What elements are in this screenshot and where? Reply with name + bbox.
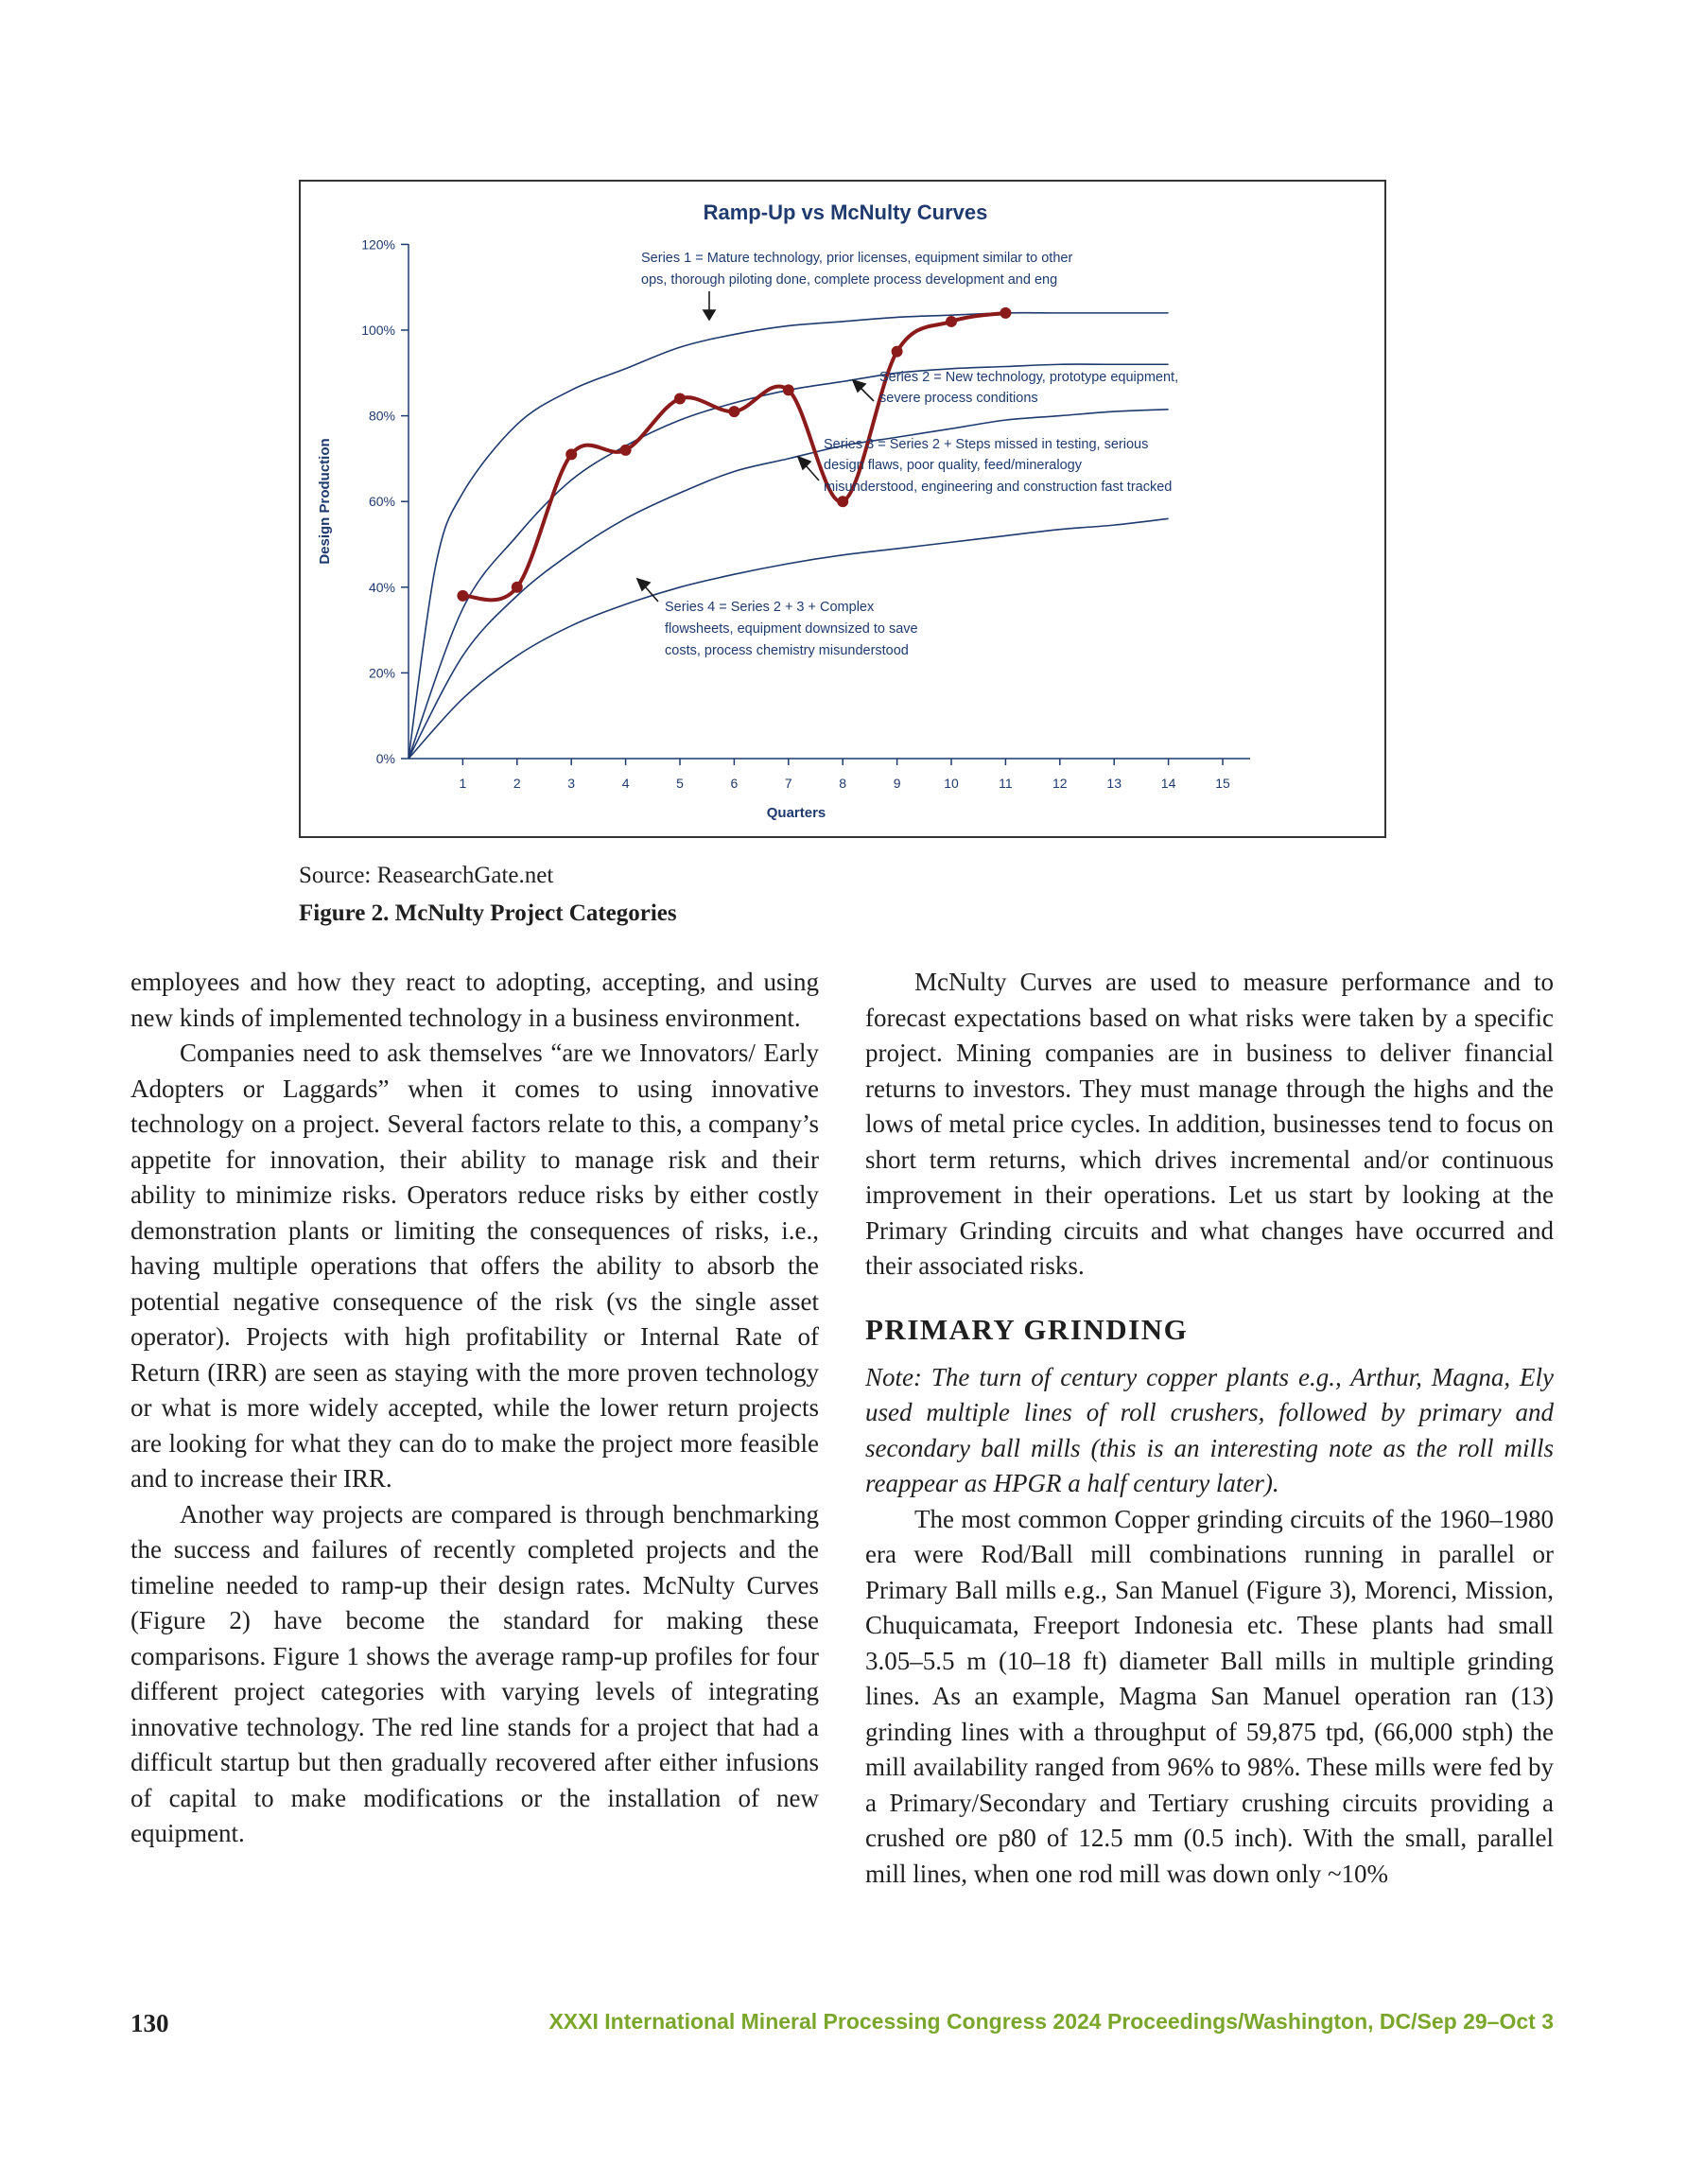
x-tick-label: 12 <box>1052 776 1068 791</box>
series-line-2 <box>409 364 1169 759</box>
paragraph: Companies need to ask themselves “are we Innovators/ Early Adopters or Laggards” when it comes to using innovative technology on a project. Several factors relate to this, a company’s appetite for innovation, their ability to manage risk and their ability to minimize risks. Operators reduce risks by either costly demonstration plants or limiting the consequences of risks, i.e., having multiple operations that offers the ability to absorb the potential negative consequence of the risk (vs the single asset operator). Projects with high profitability or Internal Rate of Return (IRR) are seen as staying with the more proven technology or what is more widely accepted, while the lower return projects are looking for what they can do to make the project more feasible and to increase their IRR. <box>130 1039 819 1493</box>
x-tick-label: 3 <box>567 776 576 791</box>
paragraph: The most common Copper grinding circuits of the 1960–1980 era were Rod/Ball mill combinations running in parallel or Primary Ball mills e.g., San Manuel (Figure 3), Morenci, Mission, Chuquicamata, Freeport Indonesia etc. These plants had small 3.05–5.5 m (10–18 ft) diameter Ball mills in multiple grinding lines. As an example, Magma San Manuel operation ran (13) grinding lines with a throughput of 59,875 tpd, (66,000 stph) the mill availability ranged from 96% to 98%. These mills were fed by a Primary/Secondary and Tertiary crushing circuits providing a crushed ore p80 of 12.5 mm (0.5 inch). With the small, parallel mill lines, when one rod mill was down only ~10% <box>865 1504 1554 1888</box>
paragraph: Another way projects are compared is through benchmarking the success and failures of recently completed projects and the timeline needed to ramp-up their design rates. McNulty Curves (Figure 2) have become the standard for making these comparisons. Figure 1 shows the average ramp-up profiles for four different project categories with varying levels of integrating innovative technology. The red line stands for a project that had a difficult startup but then gradually recovered after either infusions of capital to make modifications or the installation of new equipment. <box>130 1499 819 1847</box>
x-tick-label: 13 <box>1106 776 1122 791</box>
y-tick-label: 60% <box>368 494 395 510</box>
y-tick-label: 80% <box>368 408 395 424</box>
annotation-series-3: Series 3 = Series 2 + Steps missed in testing, serious design flaws, poor quality, feed/mineralogy misunderstood, engineering and construction fast tracked <box>824 437 1173 495</box>
figure-frame <box>299 180 1386 838</box>
data-point <box>512 582 523 593</box>
annotation-series-2: Series 2 = New technology, prototype equipment, severe process conditions <box>879 370 1179 406</box>
chart <box>301 182 1384 836</box>
annotation-series-4: Series 4 = Series 2 + 3 + Complex flowsheets, equipment downsized to save costs, process chemistry misunderstood <box>665 600 918 658</box>
section-heading: PRIMARY GRINDING <box>865 1312 1189 1346</box>
y-axis-label: Design Production <box>317 438 333 565</box>
x-axis-label: Quarters <box>766 805 826 821</box>
x-tick-label: 10 <box>944 776 959 791</box>
data-point <box>837 496 848 507</box>
x-tick-label: 1 <box>459 776 467 791</box>
data-point <box>565 448 577 460</box>
data-point <box>674 393 686 404</box>
x-tick-label: 8 <box>839 776 847 791</box>
y-tick-label: 20% <box>368 665 395 681</box>
x-tick-label: 6 <box>730 776 739 791</box>
x-tick-label: 2 <box>513 776 521 791</box>
annotation-arrow-3 <box>798 457 819 480</box>
y-tick-label: 100% <box>361 323 395 338</box>
x-tick-label: 7 <box>784 776 792 791</box>
series-line-project <box>462 313 1005 600</box>
annotation-arrow-1 <box>704 291 715 320</box>
data-point <box>892 346 903 358</box>
y-tick-label: 40% <box>368 579 395 595</box>
data-point <box>946 316 957 327</box>
figure-caption: Figure 2. McNulty Project Categories <box>299 900 677 926</box>
paragraph: McNulty Curves are used to measure performance and to forecast expectations based on what risks were taken by a specific project. Mining companies are in business to deliver financial returns to investors. They must manage through the highs and the lows of metal price cycles. In addition, businesses tend to focus on short term returns, which drives incremental and/or continuous improvement in their operations. Let us start by looking at the Primary Grinding circuits and what changes have occurred and their associated risks. <box>865 968 1554 1280</box>
figure-source: Source: ReasearchGate.net <box>299 863 554 888</box>
left-column <box>130 965 819 1852</box>
y-tick-label: 0% <box>375 751 395 766</box>
annotation-series-1: Series 1 = Mature technology, prior licenses, equipment similar to other ops, thorough piloting done, complete process development and eng <box>641 251 1073 288</box>
x-tick-label: 14 <box>1160 776 1176 791</box>
page-number: 130 <box>130 2009 169 2037</box>
x-tick-label: 9 <box>893 776 901 791</box>
data-point <box>728 406 739 417</box>
series-line-4 <box>409 518 1169 759</box>
annotation-arrow-4 <box>637 579 658 602</box>
annotation-arrow-2 <box>853 380 874 401</box>
x-tick-label: 15 <box>1215 776 1230 791</box>
data-point <box>783 384 794 395</box>
chart-title: Ramp-Up vs McNulty Curves <box>703 201 988 224</box>
y-tick-label: 120% <box>361 236 395 253</box>
x-tick-label: 11 <box>999 776 1013 791</box>
paragraph: employees and how they react to adopting, accepting, and using new kinds of implemented technology in a business environment. <box>130 968 819 1032</box>
right-column <box>865 965 1554 1892</box>
note-paragraph: Note: The turn of century copper plants e.g., Arthur, Magna, Ely used multiple lines of roll crushers, followed by primary and secondary ball mills (this is an interesting note as the roll mills reappear as HPGR a half century later). <box>865 1362 1554 1497</box>
running-footer: XXXI International Mineral Processing Congress 2024 Proceedings/Washington, DC/Sep 29–Oct 3 <box>548 2009 1554 2034</box>
data-point <box>457 590 468 602</box>
x-tick-label: 4 <box>621 776 630 791</box>
x-tick-label: 5 <box>676 776 684 791</box>
data-point <box>620 445 632 456</box>
data-point <box>1000 307 1011 319</box>
